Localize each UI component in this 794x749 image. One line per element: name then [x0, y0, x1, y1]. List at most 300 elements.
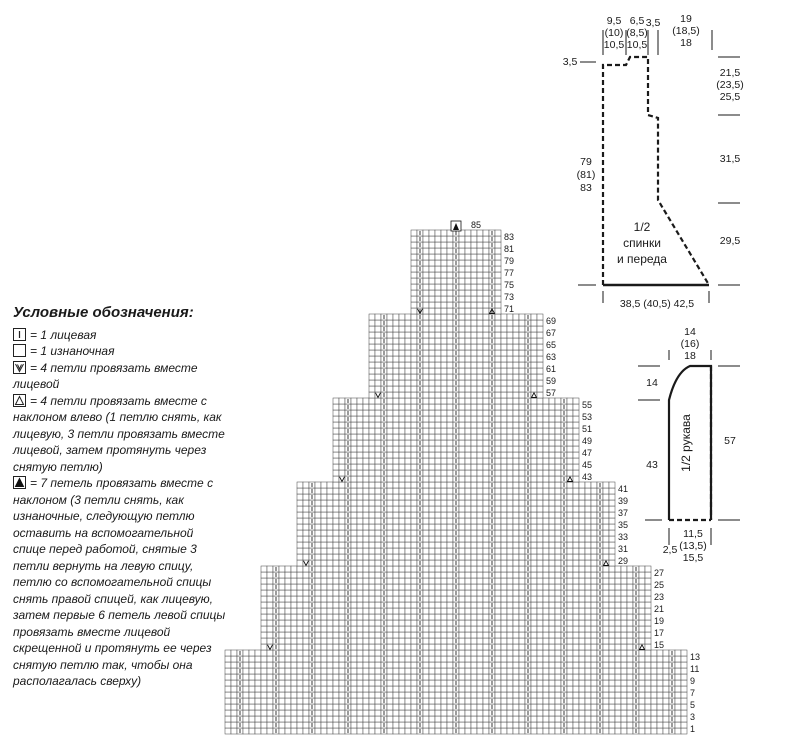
chart-cell [333, 608, 339, 614]
chart-cell [573, 572, 579, 578]
chart-cell [303, 578, 309, 584]
chart-cell [573, 440, 579, 446]
chart-cell [471, 614, 477, 620]
chart-cell [483, 422, 489, 428]
chart-cell [435, 440, 441, 446]
chart-cell [567, 584, 573, 590]
chart-cell [627, 590, 633, 596]
chart-cell [405, 470, 411, 476]
chart-cell [639, 614, 645, 620]
chart-cell [279, 698, 285, 704]
chart-cell [477, 332, 483, 338]
chart-cell [231, 728, 237, 734]
chart-cell [615, 578, 621, 584]
chart-cell [513, 386, 519, 392]
chart-cell [333, 698, 339, 704]
chart-cell [567, 518, 573, 524]
chart-cell [621, 650, 627, 656]
chart-cell [387, 632, 393, 638]
chart-cell [471, 512, 477, 518]
chart-cell [447, 572, 453, 578]
chart-cell [315, 704, 321, 710]
chart-cell [465, 482, 471, 488]
chart-cell [501, 452, 507, 458]
chart-cell [555, 524, 561, 530]
chart-cell [435, 278, 441, 284]
chart-cell [357, 458, 363, 464]
chart-cell [393, 362, 399, 368]
chart-cell [507, 704, 513, 710]
row-number-label: 69 [546, 316, 557, 326]
chart-cell [459, 578, 465, 584]
chart-cell [471, 536, 477, 542]
chart-cell [267, 572, 273, 578]
chart-cell [477, 638, 483, 644]
chart-cell [471, 524, 477, 530]
chart-cell [447, 710, 453, 716]
chart-cell [495, 278, 501, 284]
chart-cell [333, 692, 339, 698]
chart-cell [483, 632, 489, 638]
chart-cell [441, 344, 447, 350]
chart-cell [531, 518, 537, 524]
chart-cell [459, 308, 465, 314]
chart-cell [441, 434, 447, 440]
chart-cell [483, 656, 489, 662]
chart-cell [477, 446, 483, 452]
row-number-label: 57 [546, 388, 557, 398]
chart-cell [657, 650, 663, 656]
chart-cell [555, 440, 561, 446]
chart-cell [603, 500, 609, 506]
chart-cell [315, 560, 321, 566]
chart-cell [567, 524, 573, 530]
chart-cell [549, 698, 555, 704]
chart-cell [471, 650, 477, 656]
chart-cell [555, 722, 561, 728]
chart-cell [567, 488, 573, 494]
chart-cell [447, 494, 453, 500]
chart-cell [429, 536, 435, 542]
chart-cell [387, 416, 393, 422]
chart-cell [387, 614, 393, 620]
chart-cell [603, 494, 609, 500]
chart-cell [459, 716, 465, 722]
chart-cell [477, 290, 483, 296]
chart-cell [393, 602, 399, 608]
chart-cell [555, 512, 561, 518]
chart-cell [609, 704, 615, 710]
chart-cell [603, 584, 609, 590]
chart-cell [303, 728, 309, 734]
chart-cell [603, 686, 609, 692]
chart-cell [279, 578, 285, 584]
row-number-label: 49 [582, 436, 593, 446]
chart-cell [621, 662, 627, 668]
chart-cell [411, 560, 417, 566]
chart-cell [471, 368, 477, 374]
chart-cell [585, 692, 591, 698]
k4tog-left-symbol-icon [13, 394, 26, 407]
chart-cell [645, 704, 651, 710]
chart-cell [609, 716, 615, 722]
chart-cell [519, 392, 525, 398]
chart-cell [531, 356, 537, 362]
chart-cell [507, 392, 513, 398]
chart-cell [555, 668, 561, 674]
chart-cell [537, 626, 543, 632]
chart-cell [351, 434, 357, 440]
chart-cell [267, 680, 273, 686]
chart-cell [441, 326, 447, 332]
chart-cell [399, 554, 405, 560]
chart-cell [609, 584, 615, 590]
chart-cell [267, 614, 273, 620]
chart-cell [369, 362, 375, 368]
chart-cell [405, 578, 411, 584]
chart-cell [357, 512, 363, 518]
chart-cell [477, 428, 483, 434]
chart-cell [639, 578, 645, 584]
chart-cell [459, 722, 465, 728]
chart-cell [459, 494, 465, 500]
chart-cell [627, 716, 633, 722]
chart-cell [513, 554, 519, 560]
chart-cell [507, 380, 513, 386]
chart-cell [423, 584, 429, 590]
chart-cell [501, 422, 507, 428]
chart-cell [441, 500, 447, 506]
chart-cell [567, 494, 573, 500]
chart-cell [423, 608, 429, 614]
chart-cell [609, 590, 615, 596]
chart-cell [279, 650, 285, 656]
chart-cell [513, 692, 519, 698]
chart-cell [321, 632, 327, 638]
chart-cell [405, 536, 411, 542]
chart-cell [495, 230, 501, 236]
chart-cell [447, 416, 453, 422]
chart-cell [459, 386, 465, 392]
chart-cell [357, 584, 363, 590]
chart-cell [519, 596, 525, 602]
chart-cell [387, 506, 393, 512]
chart-cell [447, 554, 453, 560]
chart-cell [477, 716, 483, 722]
chart-cell [333, 488, 339, 494]
chart-cell [495, 608, 501, 614]
chart-cell [621, 704, 627, 710]
chart-cell [537, 500, 543, 506]
chart-cell [579, 506, 585, 512]
chart-cell [339, 686, 345, 692]
chart-cell [291, 656, 297, 662]
chart-cell [465, 494, 471, 500]
chart-cell [267, 650, 273, 656]
chart-cell [297, 674, 303, 680]
chart-cell [393, 410, 399, 416]
chart-cell [243, 686, 249, 692]
chart-cell [555, 620, 561, 626]
chart-cell [375, 320, 381, 326]
chart-cell [441, 248, 447, 254]
chart-cell [471, 656, 477, 662]
chart-cell [279, 710, 285, 716]
row-number-label: 47 [582, 448, 593, 458]
chart-cell [357, 572, 363, 578]
chart-cell [447, 662, 453, 668]
chart-cell [429, 272, 435, 278]
chart-cell [543, 410, 549, 416]
chart-cell [225, 728, 231, 734]
chart-cell [375, 554, 381, 560]
chart-cell [339, 602, 345, 608]
chart-cell [507, 542, 513, 548]
chart-cell [393, 692, 399, 698]
chart-cell [339, 638, 345, 644]
chart-cell [423, 338, 429, 344]
chart-cell [537, 428, 543, 434]
chart-cell [471, 530, 477, 536]
chart-cell [543, 398, 549, 404]
chart-cell [519, 380, 525, 386]
chart-cell [681, 680, 687, 686]
chart-cell [411, 266, 417, 272]
chart-cell [675, 656, 681, 662]
chart-cell [255, 662, 261, 668]
chart-cell [501, 344, 507, 350]
chart-cell [471, 674, 477, 680]
chart-cell [327, 548, 333, 554]
chart-cell [393, 320, 399, 326]
chart-cell [429, 308, 435, 314]
row-number-label: 71 [504, 304, 515, 314]
chart-cell [399, 710, 405, 716]
chart-cell [393, 464, 399, 470]
chart-cell [303, 614, 309, 620]
chart-cell [531, 470, 537, 476]
chart-cell [411, 674, 417, 680]
chart-cell [639, 668, 645, 674]
chart-cell [471, 326, 477, 332]
chart-cell [267, 704, 273, 710]
chart-cell [369, 482, 375, 488]
chart-cell [303, 608, 309, 614]
chart-cell [519, 524, 525, 530]
chart-cell [297, 554, 303, 560]
chart-cell [291, 716, 297, 722]
chart-cell [495, 314, 501, 320]
chart-cell [333, 530, 339, 536]
chart-cell [573, 560, 579, 566]
chart-cell [399, 464, 405, 470]
row-number-label: 83 [504, 232, 515, 242]
chart-cell [447, 578, 453, 584]
chart-cell [399, 362, 405, 368]
chart-cell [477, 464, 483, 470]
chart-cell [429, 446, 435, 452]
chart-cell [357, 524, 363, 530]
chart-cell [465, 542, 471, 548]
chart-cell [315, 728, 321, 734]
chart-cell [513, 548, 519, 554]
chart-cell [333, 584, 339, 590]
chart-cell [465, 476, 471, 482]
chart-cell [651, 662, 657, 668]
row-number-label: 27 [654, 568, 665, 578]
chart-cell [303, 710, 309, 716]
chart-cell [423, 638, 429, 644]
row-number-label: 45 [582, 460, 593, 470]
chart-cell [555, 536, 561, 542]
chart-cell [363, 428, 369, 434]
chart-cell [459, 524, 465, 530]
chart-cell [603, 614, 609, 620]
chart-cell [405, 602, 411, 608]
chart-cell [471, 242, 477, 248]
chart-cell [501, 470, 507, 476]
chart-cell [255, 650, 261, 656]
chart-cell [477, 584, 483, 590]
chart-cell [483, 452, 489, 458]
chart-cell [333, 638, 339, 644]
chart-cell [429, 278, 435, 284]
chart-cell [369, 626, 375, 632]
chart-cell [387, 662, 393, 668]
chart-cell [435, 464, 441, 470]
chart-cell [615, 602, 621, 608]
chart-cell [627, 680, 633, 686]
chart-cell [351, 626, 357, 632]
chart-cell [351, 548, 357, 554]
chart-cell [351, 458, 357, 464]
chart-cell [429, 566, 435, 572]
chart-cell [315, 482, 321, 488]
chart-cell [471, 236, 477, 242]
chart-cell [357, 518, 363, 524]
chart-cell [393, 626, 399, 632]
chart-cell [477, 578, 483, 584]
chart-cell [477, 512, 483, 518]
chart-cell [351, 464, 357, 470]
chart-cell [537, 590, 543, 596]
chart-cell [339, 566, 345, 572]
chart-cell [423, 632, 429, 638]
chart-cell [465, 614, 471, 620]
chart-cell [507, 584, 513, 590]
chart-cell [603, 644, 609, 650]
chart-cell [447, 452, 453, 458]
chart-cell [423, 512, 429, 518]
chart-cell [537, 368, 543, 374]
chart-cell [435, 662, 441, 668]
chart-cell [513, 494, 519, 500]
chart-cell [357, 464, 363, 470]
chart-cell [441, 602, 447, 608]
chart-cell [519, 434, 525, 440]
chart-cell [657, 704, 663, 710]
chart-cell [507, 362, 513, 368]
chart-cell [477, 506, 483, 512]
chart-cell [405, 476, 411, 482]
chart-cell [651, 722, 657, 728]
chart-cell [375, 710, 381, 716]
chart-cell [507, 404, 513, 410]
chart-cell [369, 380, 375, 386]
chart-cell [387, 440, 393, 446]
chart-cell [441, 338, 447, 344]
chart-cell [543, 488, 549, 494]
chart-cell [459, 518, 465, 524]
chart-cell [405, 362, 411, 368]
chart-cell [429, 584, 435, 590]
chart-cell [519, 500, 525, 506]
chart-cell [465, 650, 471, 656]
chart-cell [483, 536, 489, 542]
chart-cell [405, 422, 411, 428]
chart-cell [291, 728, 297, 734]
chart-cell [429, 392, 435, 398]
chart-cell [339, 608, 345, 614]
chart-cell [585, 674, 591, 680]
chart-cell [513, 668, 519, 674]
chart-cell [327, 512, 333, 518]
chart-cell [609, 482, 615, 488]
chart-cell [423, 260, 429, 266]
chart-cell [393, 650, 399, 656]
chart-cell [279, 728, 285, 734]
chart-cell [471, 266, 477, 272]
chart-cell [369, 620, 375, 626]
chart-cell [441, 308, 447, 314]
chart-cell [405, 590, 411, 596]
chart-cell [471, 644, 477, 650]
chart-cell [327, 536, 333, 542]
chart-cell [501, 440, 507, 446]
chart-cell [279, 632, 285, 638]
chart-cell [555, 590, 561, 596]
chart-cell [501, 620, 507, 626]
chart-cell [471, 362, 477, 368]
chart-cell [399, 668, 405, 674]
chart-cell [465, 440, 471, 446]
chart-cell [531, 536, 537, 542]
chart-cell [483, 242, 489, 248]
chart-cell [423, 362, 429, 368]
chart-cell [363, 638, 369, 644]
chart-cell [549, 686, 555, 692]
chart-cell [579, 716, 585, 722]
chart-cell [399, 422, 405, 428]
chart-cell [441, 296, 447, 302]
chart-cell [255, 710, 261, 716]
chart-cell [591, 632, 597, 638]
chart-cell [369, 374, 375, 380]
chart-cell [507, 464, 513, 470]
chart-cell [411, 380, 417, 386]
chart-cell [531, 650, 537, 656]
chart-cell [399, 470, 405, 476]
chart-cell [429, 398, 435, 404]
chart-cell [519, 674, 525, 680]
chart-cell [567, 554, 573, 560]
chart-cell [543, 722, 549, 728]
chart-cell [393, 686, 399, 692]
chart-cell [261, 572, 267, 578]
chart-cell [459, 278, 465, 284]
chart-cell [225, 722, 231, 728]
chart-cell [513, 338, 519, 344]
